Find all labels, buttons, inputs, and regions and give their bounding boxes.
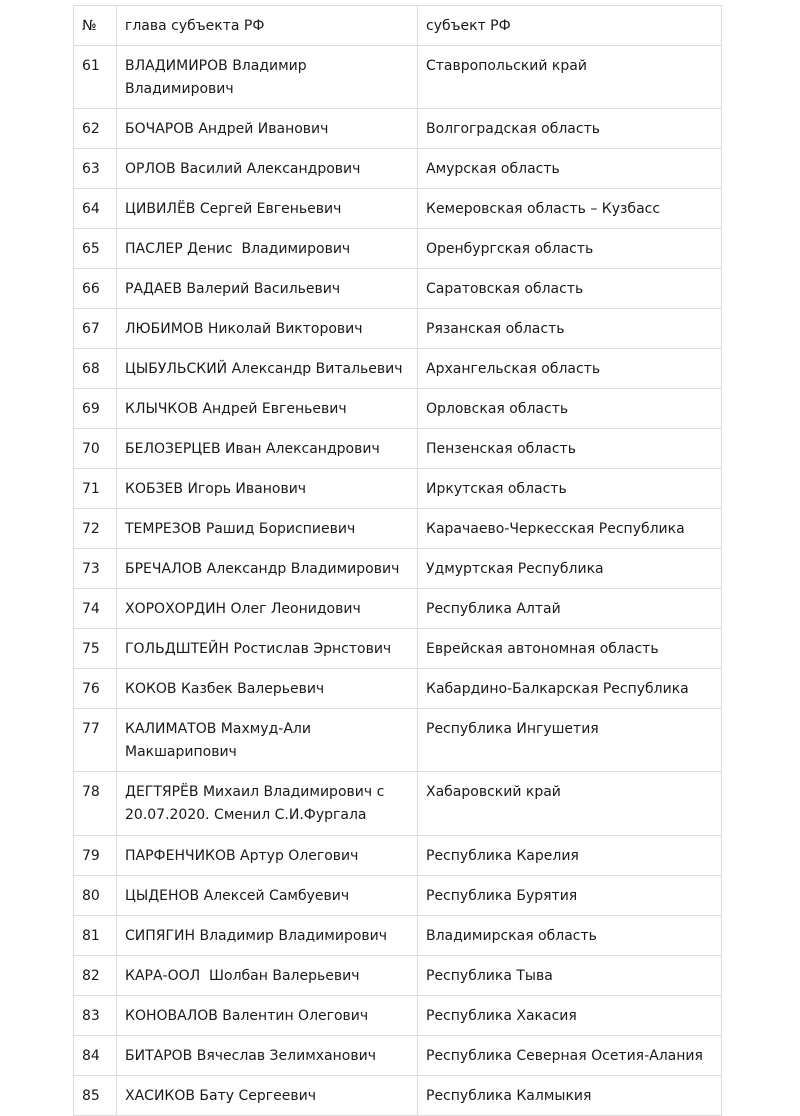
region-cell: Орловская область bbox=[418, 389, 722, 429]
head-of-region-cell: ХОРОХОРДИН Олег Леонидович bbox=[117, 589, 418, 629]
region-cell: Волгоградская область bbox=[418, 109, 722, 149]
region-cell: Кемеровская область – Кузбасс bbox=[418, 189, 722, 229]
table-row bbox=[74, 189, 722, 229]
row-number-cell: 64 bbox=[74, 189, 117, 229]
row-number-cell: 78 bbox=[74, 772, 117, 836]
head-of-region-cell: ЦИВИЛЁВ Сергей Евгеньевич bbox=[117, 189, 418, 229]
head-of-region-cell: КАРА-ООЛ Шолбан Валерьевич bbox=[117, 956, 418, 996]
table-row bbox=[74, 389, 722, 429]
table-row bbox=[74, 269, 722, 309]
header-region: субъект РФ bbox=[418, 6, 722, 46]
table-row bbox=[74, 229, 722, 269]
region-cell: Республика Ингушетия bbox=[418, 709, 722, 772]
table-row bbox=[74, 669, 722, 709]
region-cell: Владимирская область bbox=[418, 916, 722, 956]
region-cell: Республика Бурятия bbox=[418, 876, 722, 916]
head-of-region-cell: ЦЫДЕНОВ Алексей Самбуевич bbox=[117, 876, 418, 916]
row-number-cell: 77 bbox=[74, 709, 117, 772]
region-cell: Республика Алтай bbox=[418, 589, 722, 629]
head-of-region-cell: БИТАРОВ Вячеслав Зелимханович bbox=[117, 1036, 418, 1076]
row-number-cell: 76 bbox=[74, 669, 117, 709]
region-cell: Республика Калмыкия bbox=[418, 1076, 722, 1116]
table-body bbox=[74, 6, 722, 1116]
region-cell: Карачаево-Черкесская Республика bbox=[418, 509, 722, 549]
region-cell: Еврейская автономная область bbox=[418, 629, 722, 669]
head-of-region-cell: КОКОВ Казбек Валерьевич bbox=[117, 669, 418, 709]
table-row bbox=[74, 836, 722, 876]
table-row bbox=[74, 916, 722, 956]
region-cell: Хабаровский край bbox=[418, 772, 722, 836]
table-row bbox=[74, 349, 722, 389]
head-of-region-cell: КОБЗЕВ Игорь Иванович bbox=[117, 469, 418, 509]
header-number: № bbox=[74, 6, 117, 46]
head-of-region-cell: БРЕЧАЛОВ Александр Владимирович bbox=[117, 549, 418, 589]
row-number-cell: 66 bbox=[74, 269, 117, 309]
table-row bbox=[74, 956, 722, 996]
head-of-region-cell: РАДАЕВ Валерий Васильевич bbox=[117, 269, 418, 309]
row-number-cell: 81 bbox=[74, 916, 117, 956]
head-of-region-cell: БЕЛОЗЕРЦЕВ Иван Александрович bbox=[117, 429, 418, 469]
table-header-row bbox=[74, 6, 722, 46]
region-cell: Кабардино-Балкарская Республика bbox=[418, 669, 722, 709]
row-number-cell: 70 bbox=[74, 429, 117, 469]
table-row bbox=[74, 629, 722, 669]
region-cell: Саратовская область bbox=[418, 269, 722, 309]
table-row bbox=[74, 509, 722, 549]
row-number-cell: 62 bbox=[74, 109, 117, 149]
head-of-region-cell: ДЕГТЯРЁВ Михаил Владимирович с 20.07.2020. Сменил С.И.Фургала bbox=[117, 772, 418, 836]
region-cell: Пензенская область bbox=[418, 429, 722, 469]
region-cell: Республика Карелия bbox=[418, 836, 722, 876]
table-row bbox=[74, 1076, 722, 1116]
table-row bbox=[74, 46, 722, 109]
head-of-region-cell: КАЛИМАТОВ Махмуд-Али Макшарипович bbox=[117, 709, 418, 772]
region-cell: Республика Тыва bbox=[418, 956, 722, 996]
region-cell: Амурская область bbox=[418, 149, 722, 189]
row-number-cell: 67 bbox=[74, 309, 117, 349]
region-cell: Республика Северная Осетия-Алания bbox=[418, 1036, 722, 1076]
head-of-region-cell: ПАРФЕНЧИКОВ Артур Олегович bbox=[117, 836, 418, 876]
header-head-of-region: глава субъекта РФ bbox=[117, 6, 418, 46]
region-cell: Ставропольский край bbox=[418, 46, 722, 109]
table-row bbox=[74, 429, 722, 469]
heads-of-regions-table bbox=[73, 5, 722, 1116]
region-cell: Архангельская область bbox=[418, 349, 722, 389]
region-cell: Рязанская область bbox=[418, 309, 722, 349]
row-number-cell: 65 bbox=[74, 229, 117, 269]
table-row bbox=[74, 1036, 722, 1076]
head-of-region-cell: ОРЛОВ Василий Александрович bbox=[117, 149, 418, 189]
head-of-region-cell: ПАСЛЕР Денис Владимирович bbox=[117, 229, 418, 269]
row-number-cell: 71 bbox=[74, 469, 117, 509]
head-of-region-cell: ЦЫБУЛЬСКИЙ Александр Витальевич bbox=[117, 349, 418, 389]
head-of-region-cell: ГОЛЬДШТЕЙН Ростислав Эрнстович bbox=[117, 629, 418, 669]
table-row bbox=[74, 589, 722, 629]
row-number-cell: 63 bbox=[74, 149, 117, 189]
row-number-cell: 82 bbox=[74, 956, 117, 996]
table-row bbox=[74, 469, 722, 509]
table-row bbox=[74, 309, 722, 349]
region-cell: Оренбургская область bbox=[418, 229, 722, 269]
table-row bbox=[74, 772, 722, 836]
table-row bbox=[74, 876, 722, 916]
head-of-region-cell: БОЧАРОВ Андрей Иванович bbox=[117, 109, 418, 149]
table-row bbox=[74, 109, 722, 149]
head-of-region-cell: КОНОВАЛОВ Валентин Олегович bbox=[117, 996, 418, 1036]
region-cell: Удмуртская Республика bbox=[418, 549, 722, 589]
table-row bbox=[74, 549, 722, 589]
row-number-cell: 69 bbox=[74, 389, 117, 429]
row-number-cell: 79 bbox=[74, 836, 117, 876]
row-number-cell: 80 bbox=[74, 876, 117, 916]
row-number-cell: 61 bbox=[74, 46, 117, 109]
row-number-cell: 74 bbox=[74, 589, 117, 629]
table-row bbox=[74, 149, 722, 189]
row-number-cell: 72 bbox=[74, 509, 117, 549]
table-row bbox=[74, 709, 722, 772]
head-of-region-cell: ТЕМРЕЗОВ Рашид Бориспиевич bbox=[117, 509, 418, 549]
region-cell: Иркутская область bbox=[418, 469, 722, 509]
head-of-region-cell: ХАСИКОВ Бату Сергеевич bbox=[117, 1076, 418, 1116]
table-row bbox=[74, 996, 722, 1036]
head-of-region-cell: СИПЯГИН Владимир Владимирович bbox=[117, 916, 418, 956]
row-number-cell: 85 bbox=[74, 1076, 117, 1116]
row-number-cell: 83 bbox=[74, 996, 117, 1036]
row-number-cell: 84 bbox=[74, 1036, 117, 1076]
head-of-region-cell: КЛЫЧКОВ Андрей Евгеньевич bbox=[117, 389, 418, 429]
row-number-cell: 75 bbox=[74, 629, 117, 669]
head-of-region-cell: ЛЮБИМОВ Николай Викторович bbox=[117, 309, 418, 349]
head-of-region-cell: ВЛАДИМИРОВ Владимир Владимирович bbox=[117, 46, 418, 109]
row-number-cell: 73 bbox=[74, 549, 117, 589]
row-number-cell: 68 bbox=[74, 349, 117, 389]
region-cell: Республика Хакасия bbox=[418, 996, 722, 1036]
